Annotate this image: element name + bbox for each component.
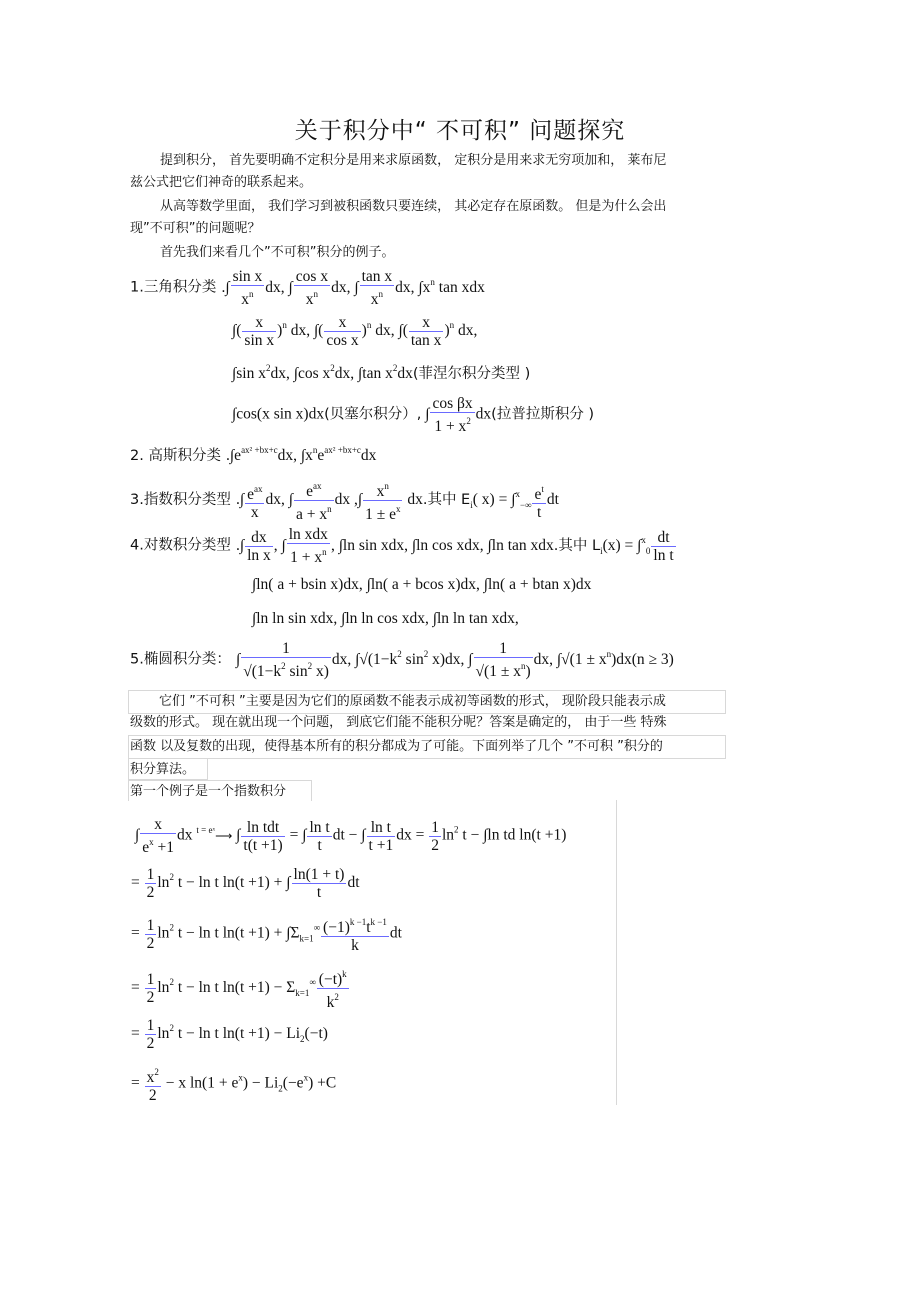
li-text: .其中 L xyxy=(553,537,601,554)
derivation-line5: = $\frac{1}{2}$ $\ln^2 t - \ln t$ $\ln(t +1) - Li_2(-t)$ xyxy=(131,1017,328,1052)
example-heading: 第一个例子是一个指数积分 xyxy=(130,784,287,799)
category-label-exp: 3.指数积分类型 xyxy=(130,492,231,509)
page-title: 关于积分中“ 不可积” 问题探究 xyxy=(294,118,626,144)
derivation-line3: = $\frac{1}{2}$ $\ln^2 t - \ln t$ $\ln(t +1) + \int\Sigma_{k=1}^\infty$ $\frac{(-1)^{k -1}t^{k -1}}{k}$ dt xyxy=(131,914,402,954)
fresnel-note: (菲涅尔积分类型 ) xyxy=(412,366,531,382)
intro-p2-line1: 从高等数学里面， 我们学习到被积函数只要连续， 其必定存在原函数。 但是为什么会出 xyxy=(160,199,667,214)
category-label-elliptic: 5.椭圆积分类： xyxy=(130,651,231,668)
example-heading-box xyxy=(128,780,312,801)
intro-p3: 首先我们来看几个”不可积”积分的例子。 xyxy=(160,245,395,260)
explain-line1-box xyxy=(128,690,726,714)
derivation-line2: = $\frac{1}{2}$ $\ln^2 t - \ln t$ ln(t +1) + ∫ $\frac{\ln(1 + t)}{t}$ dt xyxy=(131,866,360,901)
subst-label: t = eˣ xyxy=(196,824,216,835)
bessel-note: (贝塞尔积分）, xyxy=(324,406,422,423)
derivation-line6: = $\frac{x^2}{2}$ − x $\ln(1 + e^x) - Li_2(-e^x) +C$ xyxy=(131,1064,336,1104)
intro-p1-line2: 兹公式把它们神奇的联系起来。 xyxy=(130,175,313,190)
category-label-log: 4.对数积分类型 xyxy=(130,537,231,554)
laplace-note: (拉普拉斯积分 ) xyxy=(491,406,595,423)
explain-line3-box xyxy=(128,735,726,759)
category-label-gauss: 2. 高斯积分类 xyxy=(130,448,221,464)
explain-line4: 积分算法。 xyxy=(130,762,196,777)
formula-gauss: 2. 高斯积分类 $.\int e^{ax^2 +bx+c}dx$, $\int x^ne^{ax^2 +bx+c}dx$ xyxy=(130,445,377,464)
category-label-trig: 1.三角积分类 xyxy=(130,279,217,296)
formula-elliptic: 5.椭圆积分类： ∫ $\frac{1}{√(1-k^2 \sin^2 x)}$ dx, $\int√(1-k^2$ $\sin^2 x)dx$, ∫ $\frac{1}{√(1 \pm x^n)}$ dx, $\int√(1 \pm x^n)dx(n \ge 3)$ xyxy=(130,640,674,680)
formula-trig-row2: ∫( $\frac{x}{\text{sin x}}$ )$^n$ dx, ∫( $\frac{x}{\text{cos x}}$ )$^n$ dx, ∫( $\frac{x}{\text{tan x}}$ )$^n$ dx, xyxy=(232,314,478,349)
formula-trig-row3: ∫sin $x^2dx$, ∫cos $x^2dx$, ∫tan $x^2dx$(菲涅尔积分类型 ) xyxy=(232,363,531,382)
explain-line3: 函数 以及复数的出现，使得基本所有的积分都成为了可能。下面列举了几个 ”不可积 ”积分的 xyxy=(130,739,663,754)
explain-line2: 级数的形式。 现在就出现一个问题， 到底它们能不能积分呢？答案是确定的， 由于一些 特殊 xyxy=(130,715,667,730)
formula-trig-row1: 1.三角积分类 .∫ $\frac{\text{sin x}}{x^n}$ dx, ∫ $\frac{\text{cos x}}{x^n}$ dx, ∫ $\frac{\text{tan x}}{x^n}$ dx, $\int x^n$ tan xdx xyxy=(130,268,485,308)
formula-exp: 3.指数积分类型 .∫ $\frac{e^{ax}}{x}$ dx, ∫ $\frac{e^{ax}}{a + x^n}$ dx ,∫ $\frac{x^n}{1 \pm e^x}$ dx.其中 $E_i$( x) = ∫$^x_{-\infty}$ $\frac{e^t}{t}$ dt xyxy=(130,478,559,523)
intro-p2-line2: 现”不可积”的问题呢？ xyxy=(130,221,261,236)
formula-log-row3: ∫ln ln sin xdx, ∫ln ln cos xdx, ∫ln ln tan xdx, xyxy=(252,610,519,627)
formula-trig-row4: ∫cos(x sin x)dx(贝塞尔积分）, ∫ $\frac{\text{cos βx}}{1 + x^2}$ dx(拉普拉斯积分 ) xyxy=(232,395,595,435)
formula-log-row2: ∫ln( a + bsin x)dx, ∫ln( a + bcos x)dx, ∫ln( a + btan x)dx xyxy=(252,576,592,593)
derivation-line1: ∫ $\frac{x}{e^x +1}$ dx $^{t = eˣ}$⟶ ∫ $\frac{\text{ln tdt}}{t(t +1)}$ = ∫ $\frac{\text{ln t}}{t}$ dt − ∫ $\frac{\text{ln t}}{t +1}$ dx = $\frac{1}{2}$ $\ln^2 t - \int\ln$ td ln(t +1) xyxy=(135,816,567,856)
explain-line4-box xyxy=(128,758,208,780)
explain-line1: 它们 ”不可积 ”主要是因为它们的原函数不能表示成初等函数的形式， 现阶段只能表示成 xyxy=(159,694,666,709)
derivation-line4: = $\frac{1}{2}$ $\ln^2 t - \ln t$ $\ln(t +1) - \Sigma_{k=1}^\infty$ $\frac{(-t)^k}{k^2}$ xyxy=(131,966,350,1011)
ei-text: .其中 E xyxy=(422,492,471,509)
formula-log-row1: 4.对数积分类型 .∫ $\frac{dx}{\text{ln x}}$ , ∫ $\frac{\text{ln xdx}}{1 + x^n}$ , ∫ln sin xdx, ∫ln cos xdx, ∫ln tan xdx.其中 $L_i(x) = \int^x_0$ $\frac{dt}{\text{ln t}}$ xyxy=(130,526,674,566)
final-constant: +C xyxy=(317,1074,337,1092)
intro-p1-line1: 提到积分， 首先要明确不定积分是用来求原函数， 定积分是用来求无穷项加和， 莱布尼 xyxy=(160,153,667,168)
